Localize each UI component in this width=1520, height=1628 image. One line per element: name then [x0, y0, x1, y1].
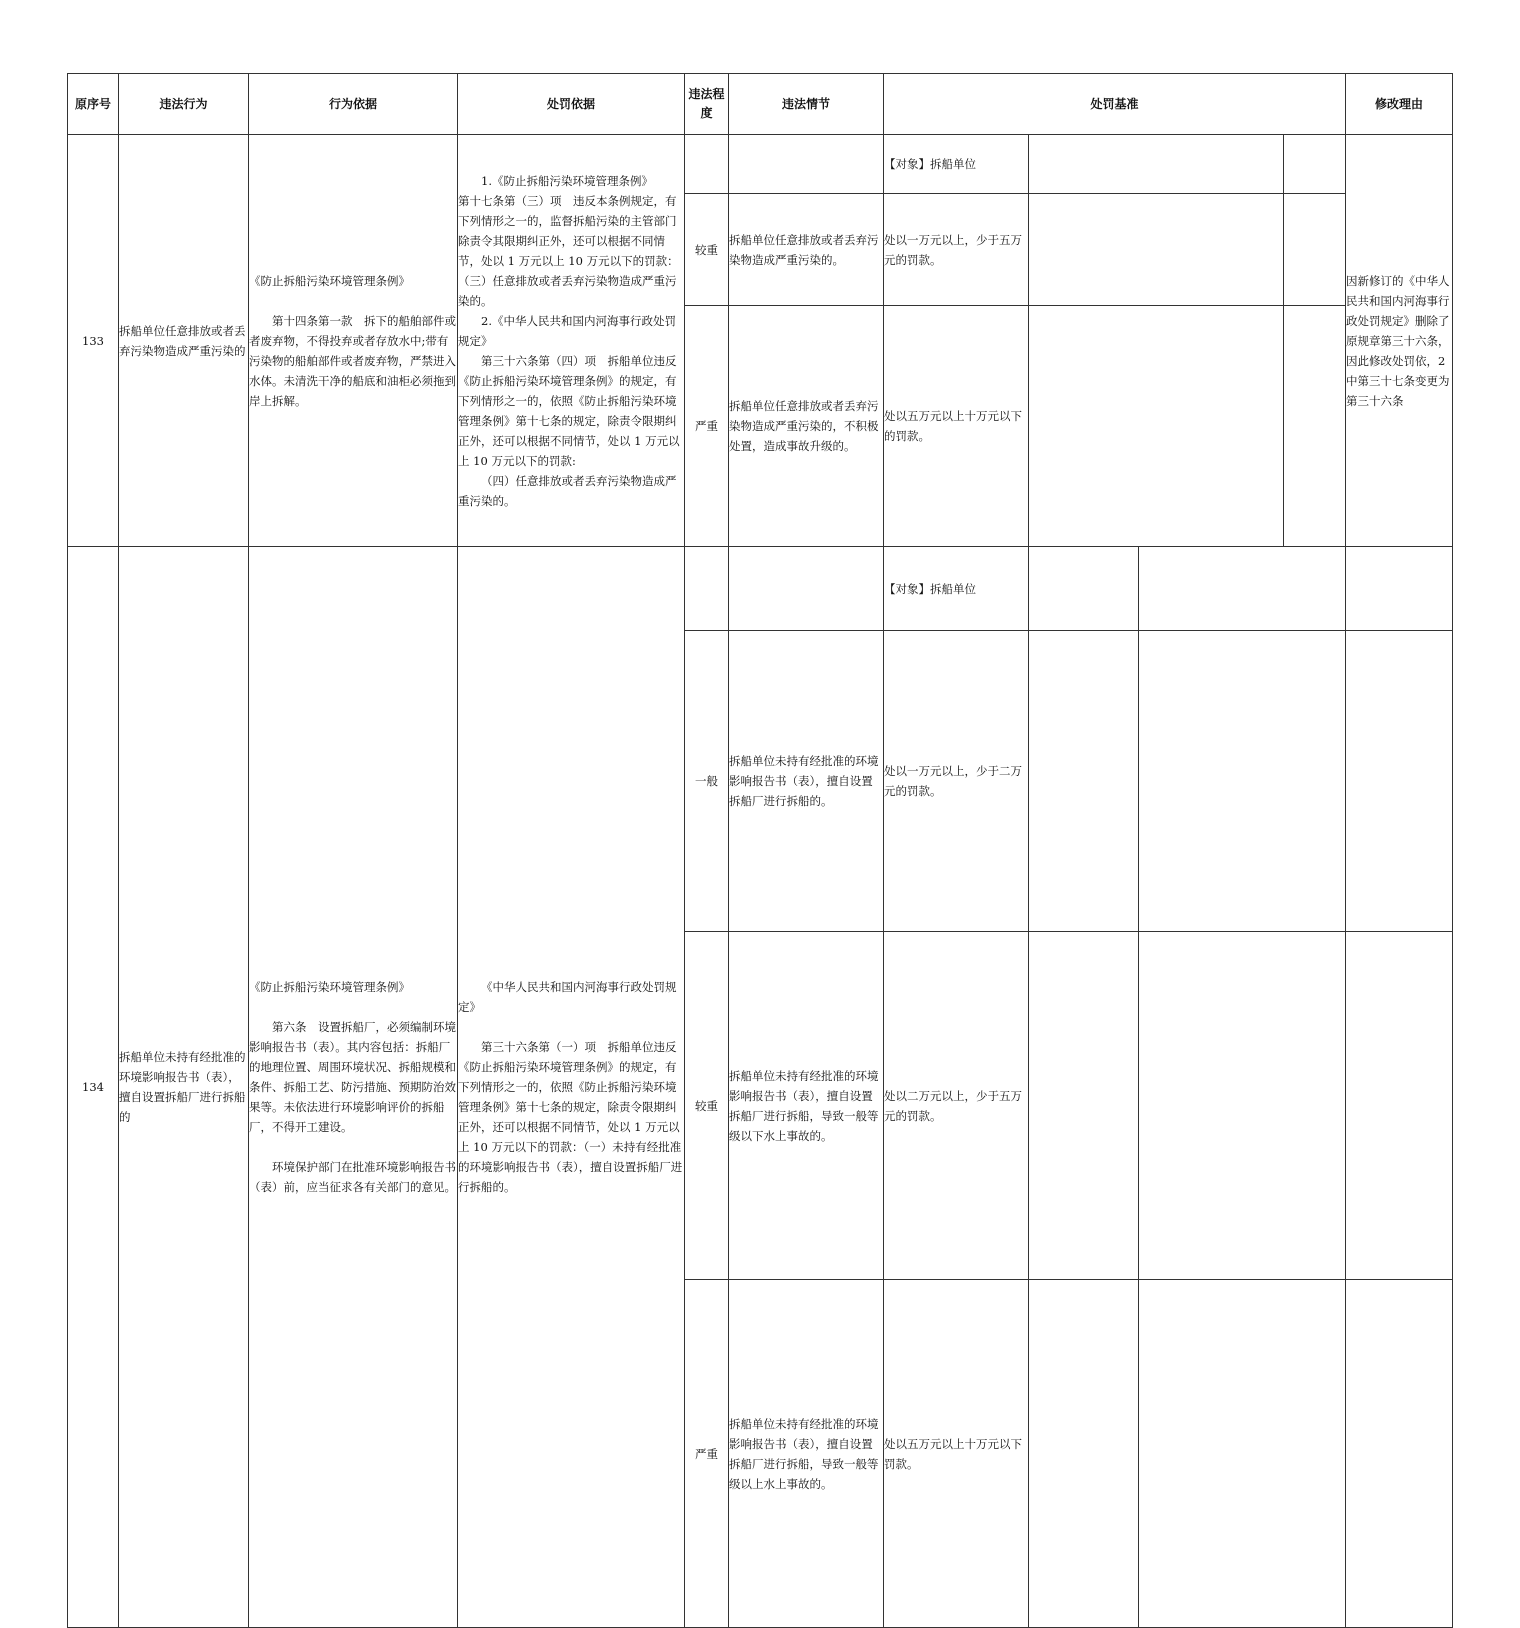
punish-article: 第三十六条第（一）项 拆船单位违反《防止拆船污染环境管理条例》的规定，有下列情形之一的，依照《防止拆船污染环境管理条例》第十七条的规定，除责令限期纠正外，还可以根据不同情节，处以 1 万元以上 10 万元以下的罚款：（一）未持有经批准的环境影响报告书（表），擅自设置拆船厂进行拆船的。: [458, 1040, 683, 1194]
seq-cell: 133: [68, 135, 119, 547]
basis-article: 第十四条第一款 拆下的船舶部件或者废弃物，不得投弃或者存放水中;带有污染物的船舶部件或者废弃物，严禁进入水体。未清洗干净的船底和油柜必须拖到岸上拆解。: [249, 313, 456, 408]
basis-cell: [249, 135, 458, 547]
degree-cell-empty: [685, 547, 729, 631]
punish-source-1: 1.《防止拆船污染环境管理条例》: [481, 173, 653, 188]
empty-cell: [1346, 631, 1453, 932]
empty-cell: [1284, 194, 1346, 306]
standard-cell: 处以五万元以上十万元以下的罚款。: [884, 306, 1029, 547]
punish-article-2: 第三十六条第（四）项 拆船单位违反《防止拆船污染环境管理条例》的规定，有下列情形之一的，依照《防止拆船污染环境管理条例》第十七条的规定，除责令限期纠正外，还可以根据不同情节，处以 1 万元以上 10 万元以下的罚款:: [458, 353, 680, 468]
circ-cell: 拆船单位未持有经批准的环境影响报告书（表），擅自设置拆船厂进行拆船，导致一般等级以上水上事故的。: [729, 1280, 884, 1628]
target-cell: 【对象】拆船单位: [884, 135, 1029, 194]
empty-cell: [1029, 547, 1139, 631]
empty-cell: [1284, 135, 1346, 194]
circ-cell: 拆船单位任意排放或者丢弃污染物造成严重污染的，不积极处置，造成事故升级的。: [729, 306, 884, 547]
degree-cell: 较重: [685, 194, 729, 306]
empty-cell: [1284, 306, 1346, 547]
empty-cell: [1029, 631, 1139, 932]
header-row: [68, 74, 1453, 135]
target-cell: 【对象】拆船单位: [884, 547, 1029, 631]
standard-cell: 处以五万元以上十万元以下罚款。: [884, 1280, 1029, 1628]
circ-cell: 拆船单位任意排放或者丢弃污染物造成严重污染的。: [729, 194, 884, 306]
penalty-standard-table: [67, 73, 1453, 1628]
punish-source: 《中华人民共和国内河海事行政处罚规定》: [458, 980, 677, 1014]
degree-cell: 严重: [685, 306, 729, 547]
degree-cell: 一般: [685, 631, 729, 932]
empty-cell: [1139, 932, 1346, 1280]
basis-article-2: 环境保护部门在批准环境影响报告书（表）前，应当征求各有关部门的意见。: [249, 1160, 456, 1194]
standard-cell: 处以一万元以上，少于二万元的罚款。: [884, 631, 1029, 932]
header-circ: 违法情节: [729, 74, 884, 135]
standard-cell: 处以二万元以上，少于五万元的罚款。: [884, 932, 1029, 1280]
degree-cell: 较重: [685, 932, 729, 1280]
empty-cell: [1139, 631, 1346, 932]
empty-cell: [1029, 1280, 1139, 1628]
act-cell: 拆船单位未持有经批准的环境影响报告书（表），擅自设置拆船厂进行拆船的: [119, 547, 249, 1628]
empty-cell: [1029, 932, 1139, 1280]
header-degree: 违法程度: [685, 74, 729, 135]
header-seq: 原序号: [68, 74, 119, 135]
punish-source-2: 2.《中华人民共和国内河海事行政处罚规定》: [458, 313, 676, 348]
basis-cell: [249, 547, 458, 1628]
circ-cell: 拆船单位未持有经批准的环境影响报告书（表），擅自设置拆船厂进行拆船，导致一般等级以下水上事故的。: [729, 932, 884, 1280]
empty-cell: [1346, 1280, 1453, 1628]
empty-cell: [1029, 135, 1284, 194]
punish-article-1: 第十七条第（三）项 违反本条例规定，有下列情形之一的，监督拆船污染的主管部门除责令其限期纠正外，还可以根据不同情节，处以 1 万元以上 10 万元以下的罚款：（三）任意排放或者丢弃污染物造成严重污染的。: [458, 193, 679, 308]
punish-cell: [458, 135, 685, 547]
empty-cell: [1346, 932, 1453, 1280]
reason-cell: 因新修订的《中华人民共和国内河海事行政处罚规定》删除了原规章第三十六条，因此修改处罚依，2 中第三十七条变更为第三十六条: [1346, 135, 1453, 547]
table-row: [68, 547, 1453, 631]
header-act: 违法行为: [119, 74, 249, 135]
header-basis: 行为依据: [249, 74, 458, 135]
punish-item: （四）任意排放或者丢弃污染物造成严重污染的。: [458, 473, 677, 508]
empty-cell: [1029, 306, 1284, 547]
basis-article: 第六条 设置拆船厂，必须编制环境影响报告书（表）。其内容包括：拆船厂的地理位置、周围环境状况、拆船规模和条件、拆船工艺、防污措施、预期防治效果等。未依法进行环境影响评价的拆船厂，不得开工建设。: [249, 1020, 456, 1134]
degree-cell-empty: [685, 135, 729, 194]
table-row: [68, 135, 1453, 194]
punish-cell: [458, 547, 685, 1628]
circ-cell-empty: [729, 135, 884, 194]
empty-cell: [1029, 194, 1284, 306]
basis-title: 《防止拆船污染环境管理条例》: [249, 273, 410, 288]
basis-title: 《防止拆船污染环境管理条例》: [249, 980, 410, 994]
seq-cell: 134: [68, 547, 119, 1628]
header-standard: 处罚基准: [884, 74, 1346, 135]
circ-cell-empty: [729, 547, 884, 631]
act-cell: 拆船单位任意排放或者丢弃污染物造成严重污染的: [119, 135, 249, 547]
standard-cell: 处以一万元以上，少于五万元的罚款。: [884, 194, 1029, 306]
empty-cell: [1346, 547, 1453, 631]
empty-cell: [1139, 1280, 1346, 1628]
header-punish: 处罚依据: [458, 74, 685, 135]
degree-cell: 严重: [685, 1280, 729, 1628]
circ-cell: 拆船单位未持有经批准的环境影响报告书（表），擅自设置拆船厂进行拆船的。: [729, 631, 884, 932]
empty-cell: [1139, 547, 1346, 631]
header-reason: 修改理由: [1346, 74, 1453, 135]
